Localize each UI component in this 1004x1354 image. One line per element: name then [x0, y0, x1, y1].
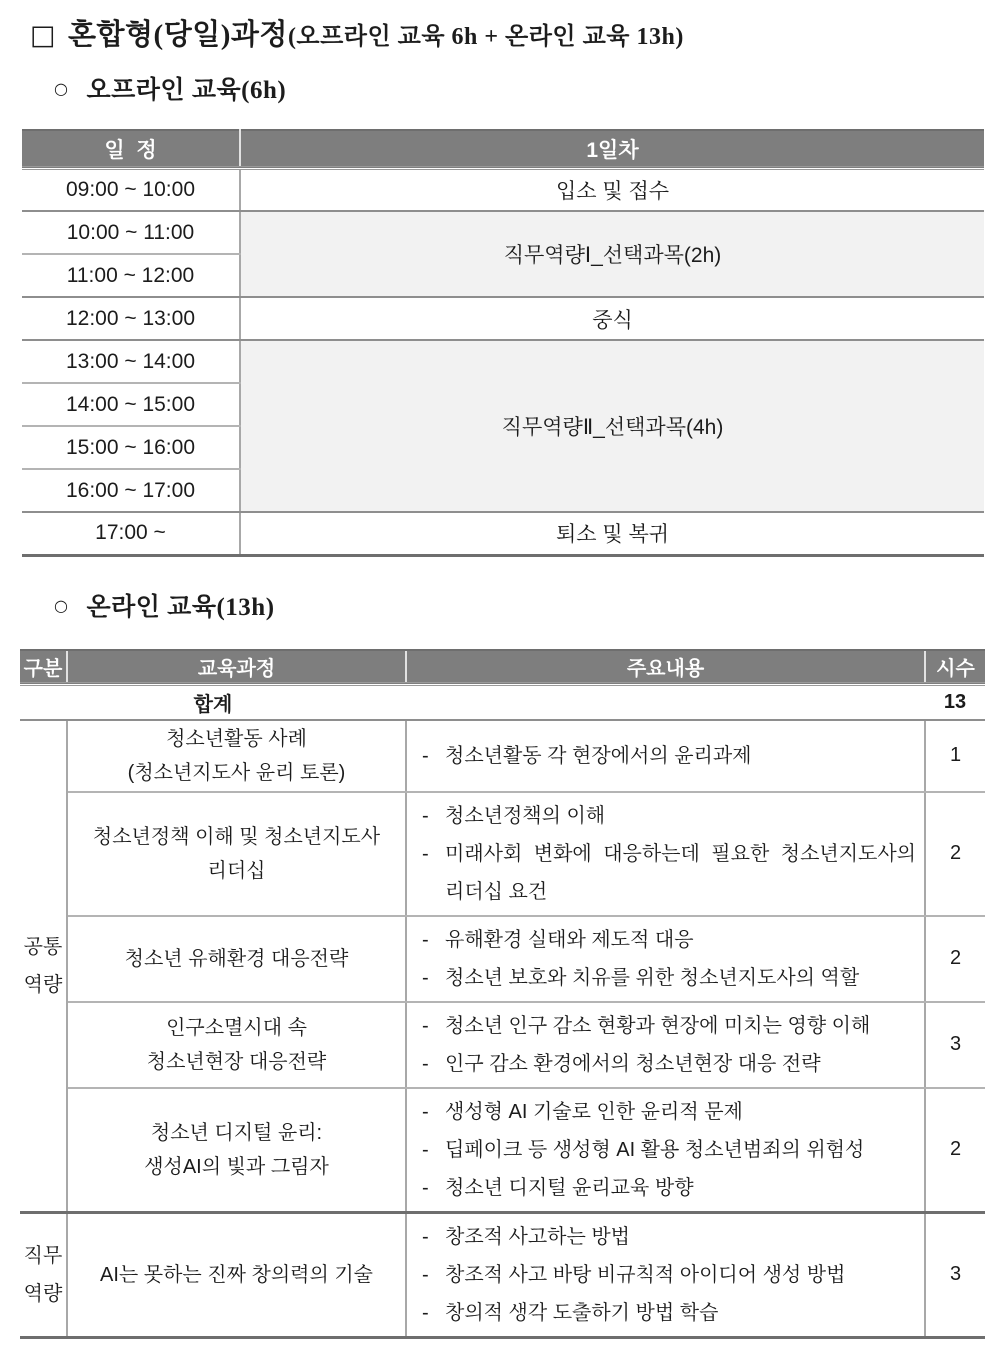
dash-bullet: -	[422, 966, 429, 989]
hours-cell: 2	[925, 792, 985, 916]
time-cell: 16:00 ~ 17:00	[22, 469, 240, 512]
time-cell: 11:00 ~ 12:00	[22, 254, 240, 297]
dash-bullet: -	[422, 1176, 429, 1199]
header-cell-hours: 시수	[925, 650, 985, 684]
dash-bullet: -	[422, 928, 429, 951]
page-title	[30, 12, 1004, 53]
dash-bullet: -	[422, 1225, 429, 1248]
table-row	[20, 1002, 985, 1088]
hours-cell: 2	[925, 916, 985, 1002]
header-cell-content: 주요내용	[406, 650, 925, 684]
time-cell: 09:00 ~ 10:00	[22, 168, 240, 211]
category-cell: 직무 역량	[20, 1212, 67, 1337]
hours-cell: 2	[925, 1088, 985, 1213]
table-row	[22, 340, 984, 383]
title-main: 혼합형(당일)과정	[68, 19, 288, 51]
course-cell: AI는 못하는 진짜 창의력의 기술	[67, 1212, 406, 1337]
online-heading-label: 온라인 교육(13h)	[86, 593, 275, 621]
content-cell: - 창조적 사고하는 방법 - 창조적 사고 바탕 비규칙적 아이디어 생성 방법 - 창의적 생각 도출하기 방법 학습	[406, 1212, 925, 1337]
dash-bullet: -	[422, 1263, 429, 1286]
offline-heading-label: 오프라인 교육(6h)	[86, 77, 287, 104]
total-row	[20, 684, 985, 720]
course-cell: 청소년 디지털 윤리: 생성AI의 빛과 그림자	[67, 1088, 406, 1213]
offline-table-header-row	[22, 130, 984, 168]
table-row	[20, 1212, 985, 1337]
course-cell: 인구소멸시대 속 청소년현장 대응전략	[67, 1002, 406, 1088]
activity-cell-merged: 직무역량Ⅱ_선택과목(4h)	[240, 340, 984, 512]
hours-cell: 3	[925, 1002, 985, 1088]
activity-cell: 중식	[240, 297, 984, 340]
offline-section-heading	[54, 70, 1004, 106]
time-cell: 17:00 ~	[22, 512, 240, 555]
total-hours-cell: 13	[925, 684, 985, 720]
time-cell: 14:00 ~ 15:00	[22, 383, 240, 426]
table-row	[22, 297, 984, 340]
content-cell: - 청소년정책의 이해 - 미래사회 변화에 대응하는데 필요한 청소년지도사의 리더십 요건	[406, 792, 925, 916]
course-cell: 청소년정책 이해 및 청소년지도사 리더십	[67, 792, 406, 916]
total-spacer-cell	[406, 684, 925, 720]
course-cell: 청소년활동 사례 (청소년지도사 윤리 토론)	[67, 720, 406, 792]
circle-bullet-icon: ○	[54, 79, 69, 98]
dash-bullet: -	[422, 1052, 429, 1075]
table-row	[20, 916, 985, 1002]
course-cell: 청소년 유해환경 대응전략	[67, 916, 406, 1002]
dash-bullet: -	[422, 1301, 429, 1324]
table-row	[20, 720, 985, 792]
online-section-heading	[54, 587, 1004, 623]
time-cell: 13:00 ~ 14:00	[22, 340, 240, 383]
time-cell: 12:00 ~ 13:00	[22, 297, 240, 340]
document-page	[0, 12, 1004, 1339]
header-cell-schedule: 일 정	[22, 130, 240, 168]
hours-cell: 3	[925, 1212, 985, 1337]
table-row	[20, 1088, 985, 1213]
content-cell: - 청소년활동 각 현장에서의 윤리과제	[406, 720, 925, 792]
time-cell: 10:00 ~ 11:00	[22, 211, 240, 254]
activity-cell: 입소 및 접수	[240, 168, 984, 211]
title-paren: (오프라인 교육 6h + 온라인 교육 13h)	[287, 24, 684, 50]
total-label-cell: 합계	[20, 684, 406, 720]
content-cell: - 생성형 AI 기술로 인한 윤리적 문제 - 딥페이크 등 생성형 AI 활용 청소년범죄의 위험성 - 청소년 디지털 윤리교육 방향	[406, 1088, 925, 1213]
dash-bullet: -	[422, 744, 429, 767]
header-cell-course: 교육과정	[67, 650, 406, 684]
table-row	[22, 211, 984, 254]
table-row	[20, 792, 985, 916]
table-row	[22, 512, 984, 555]
dash-bullet: -	[422, 1138, 429, 1161]
header-cell-day1: 1일차	[240, 130, 984, 168]
online-table-header-row	[20, 650, 985, 684]
time-cell: 15:00 ~ 16:00	[22, 426, 240, 469]
circle-bullet-icon: ○	[54, 595, 69, 615]
hours-cell: 1	[925, 720, 985, 792]
activity-cell: 퇴소 및 복귀	[240, 512, 984, 555]
dash-bullet: -	[422, 1100, 429, 1123]
content-cell: - 청소년 인구 감소 현황과 현장에 미치는 영향 이해 - 인구 감소 환경에서의 청소년현장 대응 전략	[406, 1002, 925, 1088]
dash-bullet: -	[422, 842, 429, 865]
activity-cell-merged: 직무역량Ⅰ_선택과목(2h)	[240, 211, 984, 297]
square-bullet-icon: □	[30, 20, 57, 51]
offline-schedule-table	[22, 129, 984, 557]
dash-bullet: -	[422, 804, 429, 827]
category-cell: 공통 역량	[20, 720, 67, 1213]
content-cell: - 유해환경 실태와 제도적 대응 - 청소년 보호와 치유를 위한 청소년지도사의 역할	[406, 916, 925, 1002]
header-cell-category: 구분	[20, 650, 67, 684]
table-row	[22, 168, 984, 211]
online-curriculum-table	[20, 649, 985, 1339]
dash-bullet: -	[422, 1014, 429, 1037]
